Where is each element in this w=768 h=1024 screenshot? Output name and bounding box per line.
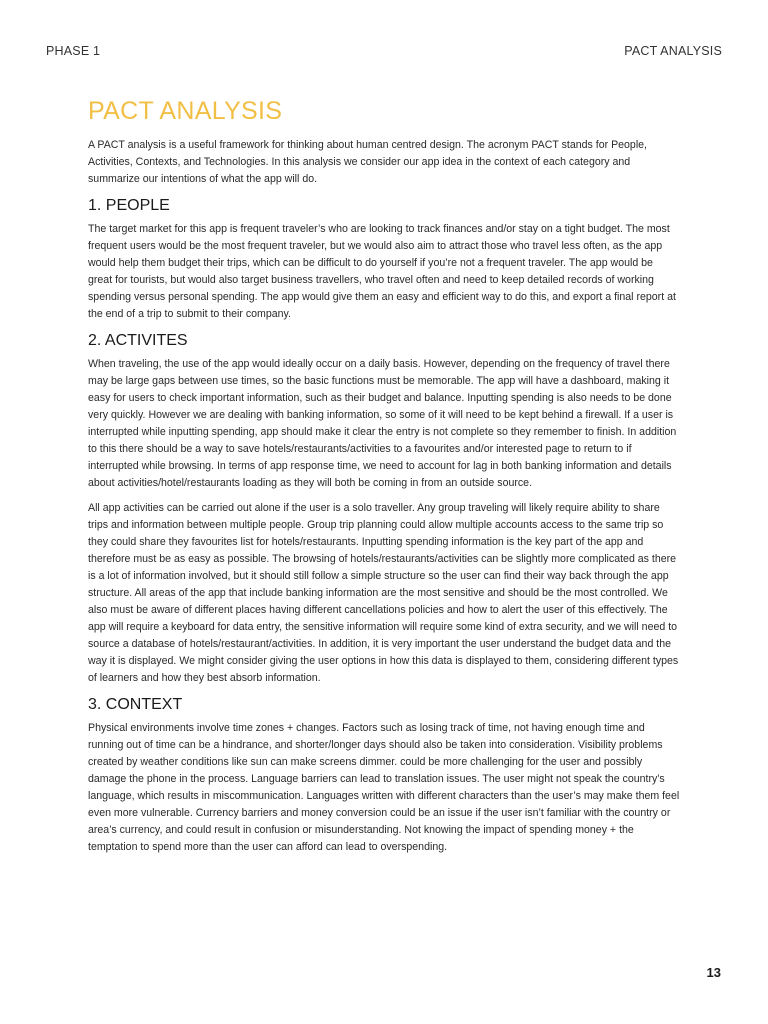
section-people [88, 196, 680, 323]
page-title: PACT ANALYSIS [88, 97, 283, 125]
section-heading-people: 1. PEOPLE [88, 197, 170, 214]
context-paragraph: Physical environments involve time zones + changes. Factors such as losing track of time, not having enough time and running out of time can be a hindrance, and shorter/longer days should also be taken into consideration. Visibility problems created by weather conditions like sun can make screens dimmer. could be more challenging for the user and possibly damage the phone in the process. Language barriers can lead to translation issues. The user might not speak the country’s language, which results in miscommunication. Languages written with different characters than the user’s may make them feel even more vulnerable. Currency barriers and money conversion could be an issue if the user isn’t familiar with the country or area’s currency, and could result in confusion or misunderstanding. Not knowing the impact of spending money + the temptation to spend more than the user can afford can lead to overspending. [88, 722, 680, 853]
header-phase-label: PHASE 1 [46, 44, 101, 58]
page-content [88, 96, 680, 864]
activities-paragraph-2: All app activities can be carried out alone if the user is a solo traveller. Any group traveling will likely require ability to share trips and information between multiple people. Group trip planning could allow multiple accounts access to the same trip so they could share they favourites list for hotels/restaurants. Inputting spending information is the key part of the app and therefore must be as easy as possible. The browsing of hotels/restaurants/activities can be slightly more complicated as there is a lot of information involved, but it should still follow a simple structure so the user can find their way back through the app structure. All areas of the app that include banking information are the most sensitive and should be the most controlled. We also must be aware of different places having different cancellations policies and how to alert the user of this effectively. The app will require a keyboard for data entry, the sensitive information will require some kind of extra security, and we will need to source a database of hotels/restaurant/activities. In addition, it is very important the user understand the budget data and the way it is displayed. We might consider giving the user options in how this data is displayed to them, considering different types of learners and how they best absorb information. [88, 502, 679, 684]
intro-paragraph: A PACT analysis is a useful framework for thinking about human centred design. The acronym PACT stands for People, Activities, Contexts, and Technologies. In this analysis we consider our app idea in the context of each category and summarize our intentions of what the app will do. [88, 139, 648, 185]
page-header [46, 44, 722, 60]
page-number: 13 [706, 965, 721, 980]
header-section-label: PACT ANALYSIS [624, 44, 722, 58]
section-activities [88, 331, 680, 687]
people-paragraph: The target market for this app is frequent traveler’s who are looking to track finances and/or stay on a tight budget. The most frequent users would be the most frequent traveler, but we would also aim to attract those who travel less often, as the app would help them budget their trips, which can be difficult to do yourself if you’re not a frequent traveler. The app would be great for tourists, but would also target business travellers, who travel often and need to keep detailed records of working spending versus personal spending. The app would give them an easy and efficient way to do this, and export a final report at the end of a trip to submit to their company. [88, 223, 676, 320]
section-context [88, 695, 680, 856]
activities-paragraph-1: When traveling, the use of the app would ideally occur on a daily basis. However, depending on the frequency of travel there may be large gaps between use times, so the basic functions must be memorable. The app will have a dashboard, making it easy for users to check important information, such as their budget and balance. Inputting spending is also needs to be done very quickly. However we are dealing with banking information, so some of it will need to be kept behind a firewall. If a user is interrupted while inputting spending, app should make it clear the entry is not complete so they remember to finish. In addition to this there should be a way to save hotels/restaurants/activities to a favourites and/or interested page to return to if interrupted while browsing. In terms of app response time, we need to account for lag in both banking information and details about activities/hotel/restaurants loading as they will both be coming in from an outside source. [88, 358, 677, 489]
section-heading-activities: 2. ACTIVITES [88, 332, 188, 349]
section-heading-context: 3. CONTEXT [88, 696, 183, 713]
